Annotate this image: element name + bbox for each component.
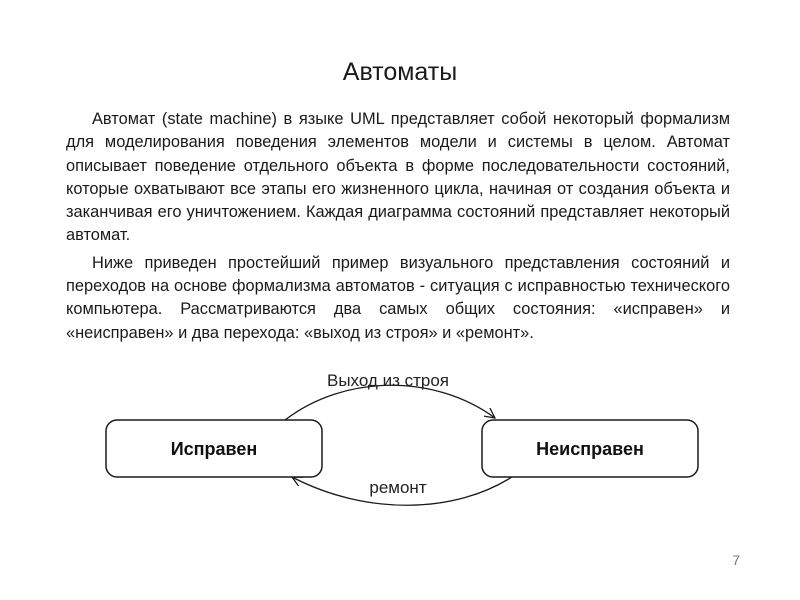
paragraph-intro: Автомат (state machine) в языке UML представляет собой некоторый формализм для моделирования поведения элементов модели и системы в целом. Автомат описывает поведение отдельного объекта в форме последовательности состояний, которые охватывают все этапы его жизненного цикла, начиная от создания объекта и заканчивая его уничтожением. Каждая диаграмма состояний представляет некоторый автомат. [66, 110, 730, 245]
transition-arrow-failure [285, 385, 495, 420]
transition-label-failure: Выход из строя [326, 371, 450, 390]
state-diagram [95, 360, 710, 510]
paragraph-example: Ниже приведен простейший пример визуального представления состояний и переходов на основе формализма автоматов - ситуация с исправностью технического компьютера. Рассматриваются два самых общих состояния: «исправен» и «неисправен» и два перехода: «выход из строя» и «ремонт». [66, 253, 730, 342]
slide-title: Автоматы [342, 58, 458, 86]
transition-label-repair: ремонт [369, 478, 427, 497]
state-label-ok: Исправен [170, 439, 258, 459]
state-label-broken: Неисправен [536, 439, 644, 459]
page-number: 7 [732, 552, 740, 568]
slide-body [66, 108, 730, 349]
